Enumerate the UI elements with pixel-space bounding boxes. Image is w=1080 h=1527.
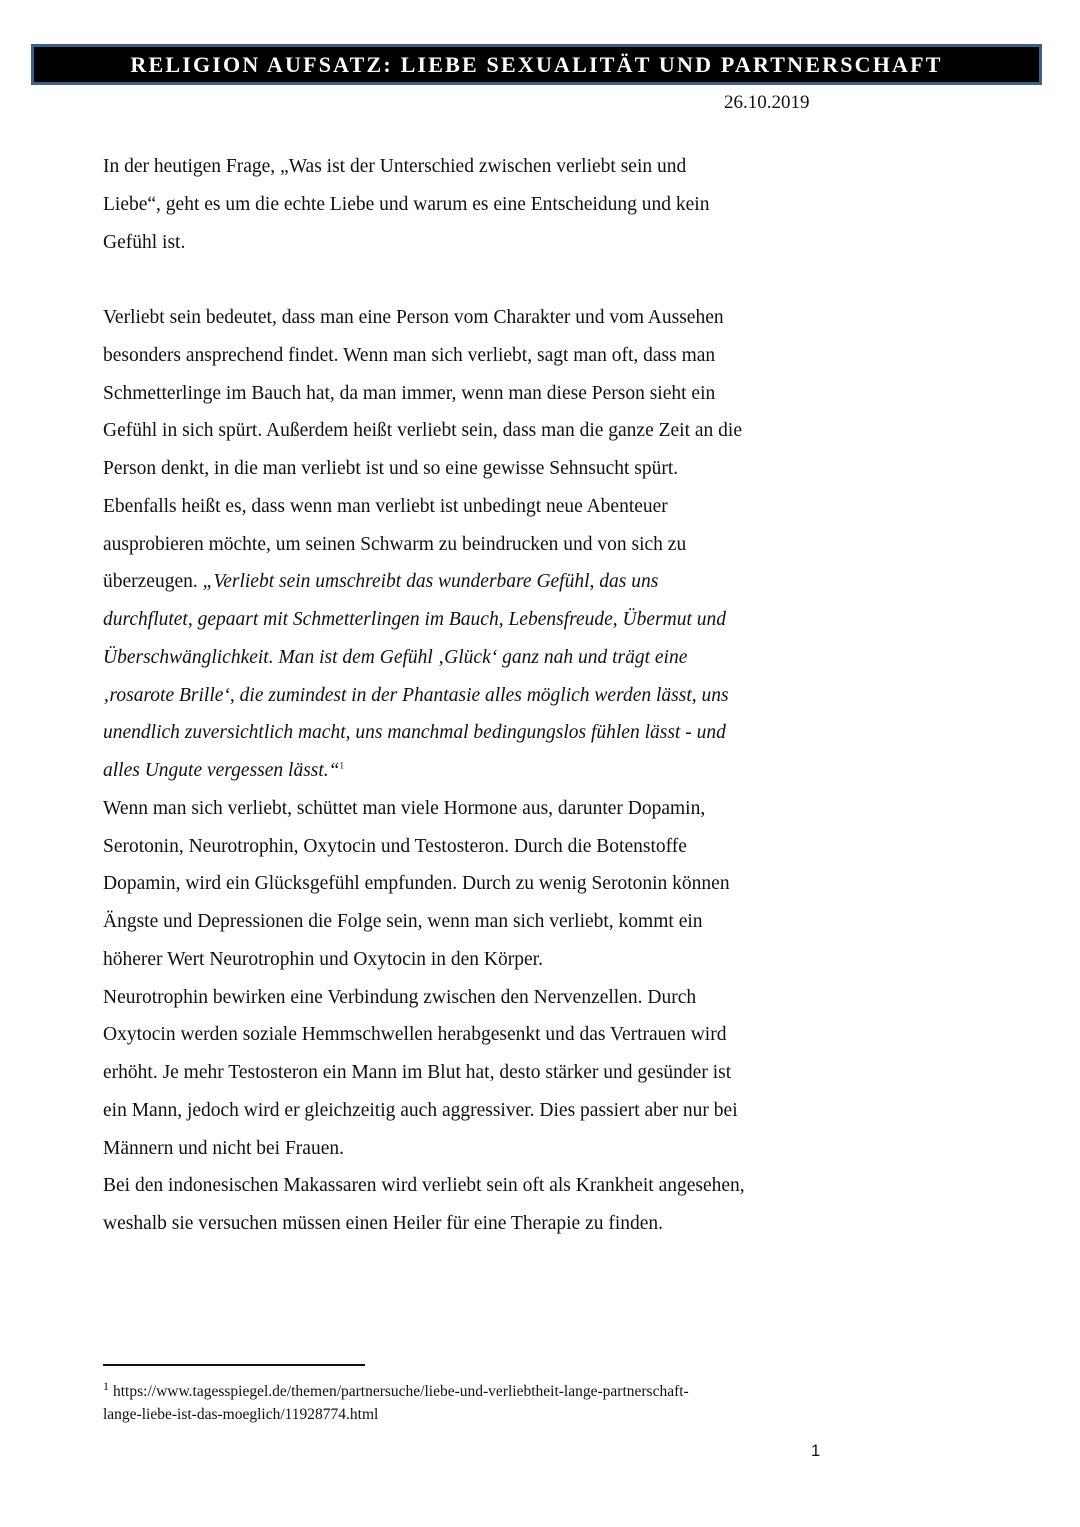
intro-paragraph bbox=[103, 148, 833, 261]
paragraph-line: Bei den indonesischen Makassaren wird verliebt sein oft als Krankheit angesehen, bbox=[103, 1175, 745, 1197]
paragraph-line: Männern und nicht bei Frauen. bbox=[103, 1137, 344, 1159]
paragraph-line: weshalb sie versuchen müssen einen Heiler für eine Therapie zu finden. bbox=[103, 1213, 664, 1234]
quote-text: alles Ungute vergessen lässt.“ bbox=[103, 760, 340, 781]
paragraph-line: Wenn man sich verliebt, schüttet man viele Hormone aus, darunter Dopamin, bbox=[103, 797, 706, 819]
paragraph-line: Oxytocin werden soziale Hemmschwellen herabgesenkt und das Vertrauen wird bbox=[103, 1024, 727, 1046]
footnote-number: 1 bbox=[103, 1378, 109, 1393]
quote-line: unendlich zuversichtlich macht, uns manchmal bedingungslos fühlen lässt - und bbox=[103, 722, 726, 744]
paragraph-line: höherer Wert Neurotrophin und Oxytocin in den Körper. bbox=[103, 948, 543, 970]
paragraph-line: Ängste und Depressionen die Folge sein, wenn man sich verliebt, kommt ein bbox=[103, 911, 703, 932]
quote-line: ‚rosarote Brille‘, die zumindest in der Phantasie alles möglich werden lässt, uns bbox=[103, 684, 729, 706]
paragraph-line: Ebenfalls heißt es, dass wenn man verliebt ist unbedingt neue Abenteuer bbox=[103, 495, 668, 517]
quote-text: „Verliebt sein umschreibt das wunderbare Gefühl, das uns bbox=[202, 571, 659, 593]
paragraph-line: In der heutigen Frage, „Was ist der Unterschied zwischen verliebt sein und bbox=[103, 156, 687, 177]
paragraph-line: Dopamin, wird ein Glücksgefühl empfunden. Durch zu wenig Serotonin können bbox=[103, 873, 730, 895]
document-date: 26.10.2019 bbox=[724, 92, 810, 113]
paragraph-line: Neurotrophin bewirken eine Verbindung zwischen den Nervenzellen. Durch bbox=[103, 986, 697, 1008]
quote-line: Überschwänglichkeit. Man ist dem Gefühl ‚Glück‘ ganz nah und trägt eine bbox=[103, 646, 688, 668]
paragraph-line: ein Mann, jedoch wird er gleichzeitig auch aggressiver. Dies passiert aber nur bei bbox=[103, 1099, 738, 1121]
document-title: RELIGION AUFSATZ: LIEBE SEXUALITÄT UND PARTNERSCHAFT bbox=[130, 51, 943, 77]
paragraph-line: Person denkt, in die man verliebt ist und so eine gewisse Sehnsucht spürt. bbox=[103, 458, 679, 479]
paragraph-line: Gefühl in sich spürt. Außerdem heißt verliebt sein, dass man die ganze Zeit an die bbox=[103, 420, 742, 442]
paragraph-line: Serotonin, Neurotrophin, Oxytocin und Testosteron. Durch die Botenstoffe bbox=[103, 835, 687, 857]
paragraph-line: erhöht. Je mehr Testosteron ein Mann im Blut hat, desto stärker und gesünder ist bbox=[103, 1062, 732, 1083]
quote-line bbox=[103, 752, 833, 790]
footnote bbox=[103, 1380, 843, 1426]
quote-line: durchflutet, gepaart mit Schmetterlingen im Bauch, Lebensfreude, Übermut und bbox=[103, 609, 726, 630]
paragraph-line: Schmetterlinge im Bauch hat, da man immer, wenn man diese Person sieht ein bbox=[103, 382, 716, 404]
page-number: 1 bbox=[811, 1442, 821, 1460]
header-bar bbox=[31, 44, 1042, 85]
body-paragraph bbox=[103, 299, 833, 1243]
quote-lead-in: überzeugen. bbox=[103, 571, 203, 593]
paragraph-line: Verliebt sein bedeutet, dass man eine Person vom Charakter und vom Aussehen bbox=[103, 307, 724, 328]
paragraph-line: besonders ansprechend findet. Wenn man sich verliebt, sagt man oft, dass man bbox=[103, 344, 716, 366]
footnote-link[interactable]: https://www.tagesspiegel.de/themen/partnersuche/liebe-und-verliebtheit-lange-partnerschaft- bbox=[113, 1383, 689, 1400]
paragraph-line bbox=[103, 563, 833, 601]
footnote-link-continued[interactable]: lange-liebe-ist-das-moeglich/11928774.html bbox=[103, 1406, 379, 1423]
paragraph-line: Liebe“, geht es um die echte Liebe und warum es eine Entscheidung und kein bbox=[103, 193, 710, 215]
footnote-separator bbox=[103, 1364, 365, 1366]
footnote-reference[interactable]: 1 bbox=[339, 760, 345, 771]
paragraph-line: Gefühl ist. bbox=[103, 231, 186, 253]
paragraph-line: ausprobieren möchte, um seinen Schwarm zu beindrucken und von sich zu bbox=[103, 533, 687, 555]
